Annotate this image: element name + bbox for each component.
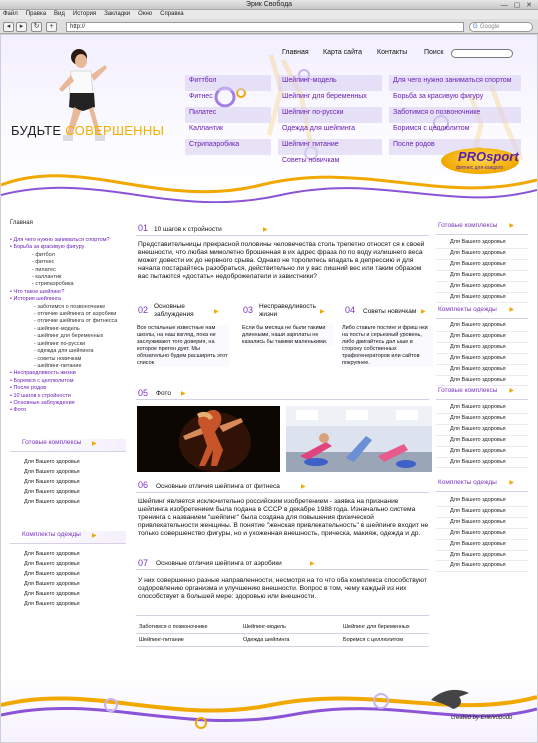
left-menu-item[interactable]: • История шейпинга	[10, 296, 61, 303]
bottom-link-nutrition[interactable]: Шейпинг-питание	[139, 637, 184, 643]
left-box-link[interactable]: Для Вашего здоровья	[24, 551, 80, 557]
right-box-link[interactable]: Для Вашего здоровья	[436, 529, 528, 540]
right-box-link[interactable]: Для Вашего здоровья	[436, 403, 528, 414]
photo-dancer[interactable]	[137, 406, 280, 472]
left-box-link[interactable]: Для Вашего здоровья	[24, 488, 80, 495]
divider	[136, 646, 429, 647]
logo-tagline: фитнес для каждого	[456, 165, 504, 171]
left-submenu-item[interactable]: - шейпинг-модель	[34, 325, 80, 332]
menu-file[interactable]: Файл	[3, 11, 18, 17]
section-03-text: Если бы месяца не были такими длинными, наши зарплаты не казались бы такими маленькими.	[242, 325, 334, 346]
left-menu-item[interactable]: • 10 шагов к стройности	[10, 392, 71, 399]
divider	[136, 615, 429, 616]
left-box-ready-sets	[10, 439, 126, 508]
section-06-text: Шейпинг является исключительно российским изобретением - заявка на признание шейпинга изобретением была подана в СССР в декабре 1988 года. Изначально система тренинга с названием "шейпинг" была создана для повышения физической привлекательности женщины. В понятие "женская привлекательность" в шейпинге входит не только совершенство фигуры, но и ухоженная внешность, прическа, макияж, одежда и др.	[138, 498, 429, 537]
right-box-link[interactable]: Для Вашего здоровья	[436, 282, 528, 293]
nav-link-shaping-russian[interactable]: Шейпинг по-русски	[278, 107, 382, 123]
left-box-link[interactable]: Для Вашего здоровья	[24, 459, 80, 465]
section-07-number: 07	[138, 558, 149, 568]
right-box-link[interactable]: Для Вашего здоровья	[436, 321, 528, 332]
section-06-number: 06	[138, 480, 149, 490]
search-placeholder: Google	[480, 24, 500, 30]
bottom-link-pregnant[interactable]: Шейпинг для беременных	[343, 624, 410, 630]
menu-view[interactable]: Вид	[54, 11, 65, 17]
right-box-link[interactable]: Для Вашего здоровья	[436, 260, 528, 271]
slogan-part1: БУДЬТЕ	[11, 123, 66, 138]
nav-link-pilates[interactable]: Пилатес	[185, 107, 271, 123]
right-box4-title-text: Комплекты одежды	[438, 479, 497, 486]
left-submenu-item[interactable]: - отличие шейпинга от аэробики	[34, 311, 117, 318]
right-box-1-title	[436, 222, 528, 235]
left-submenu-item[interactable]: - пилатес	[32, 266, 56, 273]
right-box-link[interactable]: Для Вашего здоровья	[436, 365, 528, 376]
left-menu-item[interactable]: • Фото	[10, 407, 27, 414]
section-02-text: Все остальные известные нам школы, на наш взгляд, пока не заслуживают того доверия, на которое претен дует. Мы обязательно будем расширять этот список	[137, 325, 228, 366]
footer-decoration	[1, 675, 537, 742]
nav-link-why-sport[interactable]: Для чего нужно заниматься спортом	[389, 75, 521, 91]
right-box3-title-text: Готовые комплексы	[438, 387, 498, 394]
left-box-clothing	[10, 531, 126, 609]
right-box-2-title	[436, 306, 528, 319]
site-logo[interactable]	[441, 148, 519, 174]
right-box-link[interactable]: Для Вашего здоровья	[436, 507, 528, 518]
menu-bar	[0, 10, 538, 19]
right-box-link[interactable]: Для Вашего здоровья	[436, 518, 528, 529]
search-engine-icon: G	[473, 24, 478, 30]
menu-history[interactable]: История	[72, 11, 97, 17]
bottom-link-cellulite[interactable]: Боремся с целлюлитом	[343, 637, 404, 643]
slogan-part2: СОВЕРШЕННЫ	[65, 123, 165, 138]
left-home-link[interactable]: Главная	[10, 220, 33, 226]
right-box-link[interactable]: Для Вашего здоровья	[436, 249, 528, 260]
section-05-title[interactable]: Фото	[156, 390, 171, 397]
reload-button[interactable]: ↻	[31, 22, 42, 32]
arrow-right-icon: ▶	[92, 533, 97, 539]
right-box-link[interactable]: Для Вашего здоровья	[436, 271, 528, 282]
bottom-link-clothes[interactable]: Одежда шейпинга	[243, 637, 290, 643]
right-box1-title-text: Готовые комплексы	[438, 222, 498, 229]
section-04-text: Либо ставьте постинг и фриш нки на посты и серьезный уровень, либо двигайтесь дал ыше в сторону собственных трафогенераторов или сайтов покрупнее.	[342, 325, 433, 367]
divider	[136, 633, 429, 634]
left-box-link[interactable]: Для Вашего здоровья	[24, 468, 80, 475]
site-search-input[interactable]	[451, 49, 513, 58]
right-box2-title-text: Комплекты одежды	[438, 306, 497, 313]
slogan	[11, 123, 164, 138]
left-submenu-item[interactable]: - советы новичкам	[34, 355, 82, 362]
window-titlebar	[0, 0, 538, 10]
nav-sitemap[interactable]: Карта сайта	[323, 49, 362, 56]
divider	[136, 235, 429, 236]
left-submenu-item[interactable]: - фитнес	[32, 259, 55, 266]
left-menu-item[interactable]: • Неспраедливость жизни	[10, 370, 76, 377]
footer-credit: created by Erik/vobodo	[451, 715, 513, 721]
forward-button[interactable]: ▸	[16, 22, 27, 32]
menu-bookmarks[interactable]: Закладки	[104, 11, 131, 17]
right-box-clothing-1	[436, 306, 528, 386]
left-menu	[10, 237, 120, 415]
section-01-number: 01	[138, 223, 149, 233]
window-controls[interactable]: — ▢ ✕	[500, 2, 534, 9]
nav-link-shaping-model[interactable]: Шейпинг-модель	[278, 75, 382, 91]
section-06-title[interactable]: Основные отличия шейпинга от фитнеса	[156, 483, 280, 490]
left-box-link[interactable]: Для Вашего здоровья	[24, 590, 80, 597]
right-box-link[interactable]: Для Вашего здоровья	[436, 238, 528, 249]
section-01-title[interactable]: 10 шагов к стройности	[154, 226, 222, 233]
right-box-link[interactable]: Для Вашего здоровья	[436, 414, 528, 425]
divider	[136, 399, 429, 400]
divider	[136, 569, 429, 570]
arrow-right-icon: ▶	[301, 484, 306, 490]
left-submenu-item[interactable]: - шейпинг для беременных	[34, 333, 104, 340]
nav-link-cellulite[interactable]: Боримся с целлюлитом	[393, 125, 470, 132]
right-box-link[interactable]: Для Вашего здоровья	[436, 561, 528, 572]
arrow-right-icon: ▶	[214, 309, 219, 315]
left-box2-title-text: Комплекты одежды	[22, 531, 81, 538]
arrow-right-icon: ▶	[92, 441, 97, 447]
right-box-link[interactable]: Для Вашего здоровья	[436, 354, 528, 365]
left-submenu-item[interactable]: - фитбол	[32, 251, 55, 258]
nav-link-fitball[interactable]: Фиттбол	[185, 75, 271, 91]
menu-help[interactable]: Справка	[160, 11, 184, 17]
right-box-link[interactable]: Для Вашего здоровья	[436, 540, 528, 551]
nav-link-fitness[interactable]: Фитнес	[189, 93, 213, 100]
arrow-right-icon: ▶	[310, 561, 315, 567]
left-box-link[interactable]: Для Вашего здоровья	[24, 478, 80, 485]
nav-link-spine[interactable]: Заботимся о позвоночнике	[389, 107, 521, 123]
menu-window[interactable]: Окно	[138, 11, 153, 17]
left-submenu-item[interactable]: - одежда для шейпинга	[34, 348, 94, 355]
left-submenu-item[interactable]: - шейпинг-питание	[34, 362, 82, 369]
left-menu-item[interactable]: • После родов	[10, 385, 47, 392]
divider	[136, 492, 429, 493]
right-box-link[interactable]: Для Вашего здоровья	[436, 425, 528, 436]
right-box-link[interactable]: Для Вашего здоровья	[436, 436, 528, 447]
nav-link-shaping-nutrition[interactable]: Шейпинг питание	[278, 139, 382, 155]
section-03-title[interactable]: Несправедливость жизни	[259, 303, 316, 318]
arrow-right-icon: ▶	[509, 388, 514, 394]
right-box-link[interactable]: Для Вашего здоровья	[436, 293, 528, 304]
arrow-right-icon: ▶	[509, 223, 514, 229]
left-menu-item[interactable]: • Боремся с целлюлитом	[10, 377, 74, 384]
arrow-right-icon: ▶	[509, 307, 514, 313]
section-02-title[interactable]: Основные заблуждения	[154, 303, 194, 318]
nav-column-3	[389, 75, 521, 155]
photo-gym-class[interactable]	[286, 406, 432, 472]
nav-home[interactable]: Главная	[282, 49, 309, 56]
site-footer	[1, 675, 537, 742]
right-box-link[interactable]: Для Вашего здоровья	[436, 332, 528, 343]
window-title: Эрик Свобода	[245, 1, 293, 8]
left-box-ready-sets-title	[10, 439, 126, 452]
nav-link-after-birth[interactable]: После родов	[389, 139, 521, 155]
arrow-right-icon: ▶	[263, 227, 268, 233]
left-box-link[interactable]: Для Вашего здоровья	[24, 560, 80, 567]
logo-name: PROsport	[458, 149, 519, 164]
nav-link-figure[interactable]: Борьба за красивую фигуру	[393, 93, 484, 100]
add-bookmark-button[interactable]: +	[46, 22, 57, 32]
right-box-ready-sets-1	[436, 222, 528, 303]
right-box-link[interactable]: Для Вашего здоровья	[436, 376, 528, 387]
left-submenu-item[interactable]: - стрипаэробика	[32, 281, 74, 288]
right-box-link[interactable]: Для Вашего здоровья	[436, 496, 528, 507]
arrow-right-icon: ▶	[181, 391, 186, 397]
section-03-number: 03	[243, 305, 254, 315]
section-01-text: Представительницы прекрасной половины человечества столь трепетно относят ся к своей внешности, что любая мимолетно брошенная в их адрес фраза по по воду излишнего веса может довести их до нервного срыва. Однако не торопитесь впадать в депрессию и для начала постарайтесь разобраться, действительно ли у вас лишний вес или таким образом вас пытаются «достать» недоброжелатели и завистники?	[138, 241, 425, 280]
left-box-link[interactable]: Для Вашего здоровья	[24, 600, 80, 607]
right-box-clothing-2	[436, 479, 528, 572]
left-menu-item[interactable]: • Что такое шейпинг?	[10, 288, 65, 295]
left-submenu-item[interactable]: - шейпинг по-русски	[34, 340, 86, 347]
bottom-link-spine[interactable]: Заботимся о позвоночнике	[139, 624, 208, 630]
left-submenu-item[interactable]: - отличие шейпинга от фитнесса	[34, 318, 118, 325]
right-box-link[interactable]: Для Вашего здоровья	[436, 458, 528, 469]
site-header	[1, 35, 537, 203]
web-page	[1, 35, 537, 742]
left-submenu-item[interactable]: - заботимся о позвоночнике	[34, 303, 106, 310]
left-menu-item[interactable]: • Основные заблуждения	[10, 399, 75, 406]
nav-contacts[interactable]: Контакты	[377, 49, 408, 56]
section-02-number: 02	[138, 305, 149, 315]
address-bar[interactable]	[66, 22, 464, 32]
browser-search-field[interactable]	[469, 22, 533, 32]
address-text: http://	[70, 24, 86, 30]
right-box-3-title	[436, 387, 528, 400]
right-box-link[interactable]: Для Вашего здоровья	[436, 447, 528, 458]
section-04-title[interactable]: Советы новичкам	[363, 308, 417, 315]
bottom-link-shaping-model[interactable]: Шейпинг-модель	[243, 624, 286, 630]
back-button[interactable]: ◂	[3, 22, 14, 32]
section-04-number: 04	[345, 305, 356, 315]
nav-link-beginner-tips[interactable]: Советы новичкам	[282, 157, 340, 164]
nav-link-shaping-clothes[interactable]: Одежда для шейпинга	[282, 125, 355, 132]
right-box-4-title	[436, 479, 528, 492]
section-05-number: 05	[138, 388, 149, 398]
nav-link-shaping-pregnant[interactable]: Шейпинг для беременных	[282, 93, 367, 100]
left-sidebar	[10, 220, 120, 415]
left-box-link[interactable]: Для Вашего здоровья	[24, 570, 80, 577]
right-box-link[interactable]: Для Вашего здоровья	[436, 343, 528, 354]
left-box1-title-text: Готовые комплексы	[22, 439, 82, 446]
right-box-link[interactable]: Для Вашего здоровья	[436, 551, 528, 562]
browser-toolbar	[0, 19, 538, 34]
arrow-right-icon: ▶	[320, 309, 325, 315]
nav-column-2	[278, 75, 382, 171]
section-07-title[interactable]: Основные отличия шейпинга от аэробики	[156, 560, 282, 567]
left-box-link[interactable]: Для Вашего здоровья	[24, 580, 80, 587]
nav-link-stripaerobics[interactable]: Стрипаэробика	[185, 139, 271, 155]
right-box-ready-sets-2	[436, 387, 528, 468]
arrow-right-icon: ▶	[421, 309, 426, 315]
arrow-right-icon: ▶	[509, 480, 514, 486]
nav-column-1	[185, 75, 271, 155]
left-submenu-item[interactable]: - каллантик	[32, 274, 62, 281]
left-menu-item[interactable]: • Борьба за красивую фигуру	[10, 244, 85, 251]
left-box-link[interactable]: Для Вашего здоровья	[24, 498, 80, 505]
nav-search-label: Поиск	[424, 49, 444, 56]
nav-link-callanetics[interactable]: Каллантик	[189, 125, 224, 132]
section-07-text: У них совершенно разные направленности, несмотря на то что оба комплекса способствуют оздоровлению организма и улучшению внешности. Вопрос в том, чему каждый из них способствует в большей мере: здоровью или внешности.	[138, 577, 427, 600]
left-box-clothing-title	[10, 531, 126, 544]
left-menu-item[interactable]: • Для чего нужно заниматься спортом?	[10, 237, 110, 243]
menu-edit[interactable]: Правка	[25, 11, 47, 17]
